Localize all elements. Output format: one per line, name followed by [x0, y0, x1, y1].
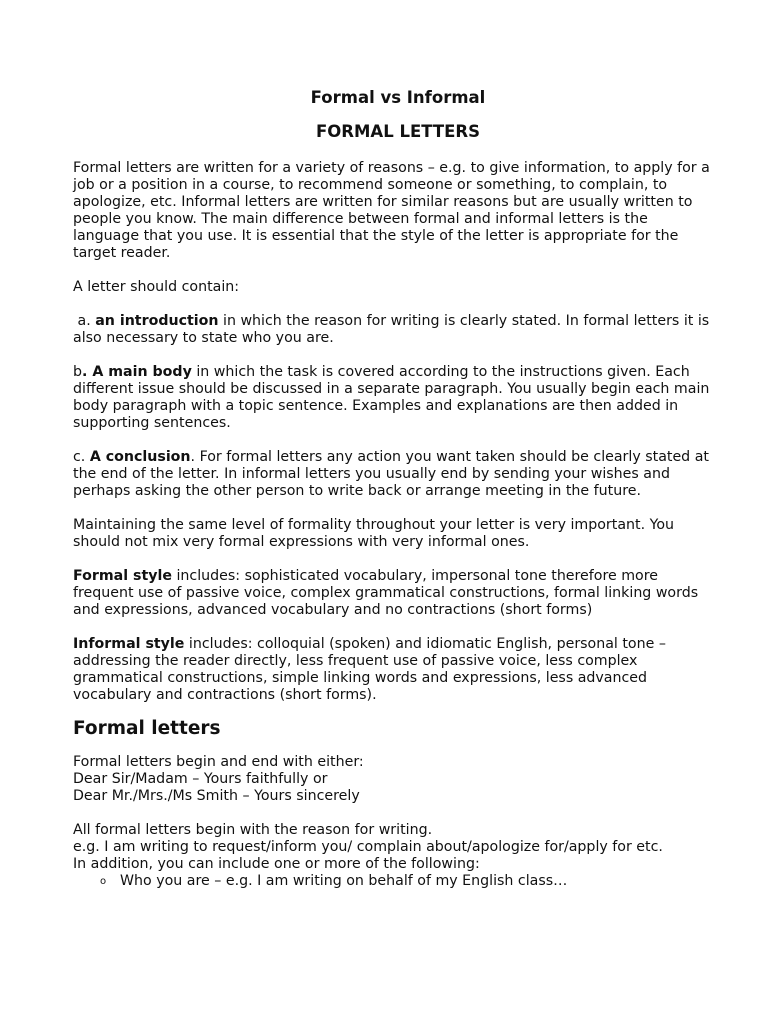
intro-paragraph: Formal letters are written for a variety of reasons – e.g. to give information, to apply for a job or a position in a course, to recommend someone or something, to complain, to apologize, etc. Informal letters are written for similar reasons but are usually written to people you know. The main difference between formal and informal letters is the language that you use. It is essential that the style of the letter is appropriate for the target reader.: [73, 160, 710, 261]
item-b-bold: . A main body: [82, 364, 192, 380]
item-a-text: in which the reason for writing is clearly stated. In formal letters it is also necessary to state who you are.: [73, 313, 710, 346]
in-addition-line: In addition, you can include one or more of the following:: [73, 856, 480, 872]
document-title: Formal vs Informal: [310, 88, 486, 107]
bullet-circle-icon: o: [100, 876, 107, 887]
item-b-text: in which the task is covered according to the instructions given. Each different issue should be discussed in a separate paragraph. You usually begin each main body paragraph with a topic sentence. Examples and explanations are then added in supporting sentences.: [73, 364, 710, 431]
begin-end-line: Formal letters begin and end with either:: [73, 754, 364, 770]
item-a-bold: an introduction: [95, 313, 219, 329]
formal-style-bold: Formal style: [73, 568, 172, 584]
all-formal-line: All formal letters begin with the reason for writing.: [73, 822, 433, 838]
item-c-bold: A conclusion: [89, 449, 191, 465]
section-heading: Formal letters: [73, 718, 221, 739]
dear-sir-line: Dear Sir/Madam – Yours faithfully or: [73, 771, 328, 787]
item-a-prefix: a.: [73, 313, 96, 329]
list-item: [73, 873, 713, 890]
document-subtitle: FORMAL LETTERS: [316, 122, 480, 141]
item-b-prefix: b: [73, 364, 83, 380]
item-a-paragraph: [73, 313, 713, 347]
eg-writing-line: e.g. I am writing to request/inform you/ complain about/apologize for/apply for etc.: [73, 839, 663, 855]
item-c-paragraph: [73, 449, 713, 500]
informal-style-text: includes: colloquial (spoken) and idiomatic English, personal tone – addressing the reader directly, less frequent use of passive voice, less complex grammatical constructions, simple linking words and expressions, less advanced vocabulary and contractions (short forms).: [73, 636, 666, 703]
informal-style-bold: Informal style: [73, 636, 185, 652]
item-c-text: . For formal letters any action you want taken should be clearly stated at the end of the letter. In informal letters you usually end by sending your wishes and perhaps asking the other person to write back or arrange meeting in the future.: [73, 449, 709, 499]
dear-mr-line: Dear Mr./Mrs./Ms Smith – Yours sincerely: [73, 788, 360, 804]
maintaining-paragraph: Maintaining the same level of formality throughout your letter is very important. You should not mix very formal expressions with very informal ones.: [73, 517, 675, 550]
item-b-paragraph: [73, 364, 713, 432]
formal-style-text: includes: sophisticated vocabulary, impersonal tone therefore more frequent use of passive voice, complex grammatical constructions, formal linking words and expressions, advanced vocabulary and no contractions (short forms): [73, 568, 699, 618]
document-page: [73, 88, 713, 890]
bullet-text: Who you are – e.g. I am writing on behalf of my English class…: [120, 873, 568, 889]
should-contain-paragraph: A letter should contain:: [73, 279, 240, 295]
informal-style-paragraph: [73, 636, 713, 704]
formal-style-paragraph: [73, 568, 713, 619]
item-c-prefix: c.: [73, 449, 90, 465]
